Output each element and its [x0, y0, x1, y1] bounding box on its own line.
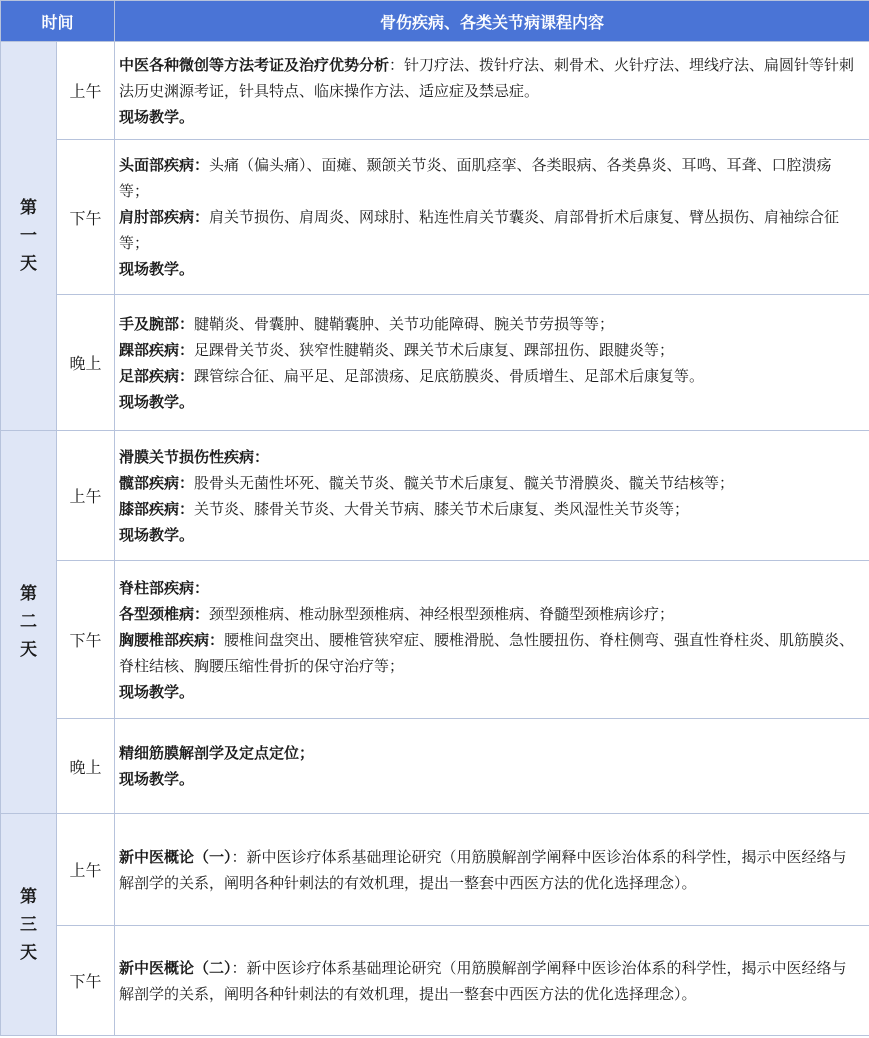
topic-detail: ：新中医诊疗体系基础理论研究（用筋膜解剖学阐释中医诊治体系的科学性，揭示中医经络与解剖学的关系，阐明各种针刺法的有效机理，提出一整套中西医方法的优化选择理念）。 [119, 847, 847, 892]
content-line [119, 389, 859, 415]
schedule-row [1, 295, 869, 431]
topic-heading: 现场教学。 [119, 770, 195, 788]
topic-heading: 现场教学。 [119, 392, 195, 411]
content-line [119, 337, 859, 363]
session-content [115, 926, 869, 1036]
topic-heading: 踝部疾病： [119, 340, 195, 359]
topic-heading: 现场教学。 [119, 107, 195, 126]
session-content [115, 295, 869, 431]
topic-heading: 现场教学。 [119, 682, 195, 701]
content-line [119, 575, 859, 601]
day-label-char: 二 [20, 612, 37, 632]
day-label-char: 第 [20, 584, 37, 604]
period-label: 上午 [57, 431, 115, 561]
session-content [115, 561, 869, 719]
session-content [115, 42, 869, 140]
day-label-cell [1, 814, 57, 1036]
period-label: 上午 [57, 42, 115, 140]
day-label-char: 一 [20, 226, 37, 246]
topic-heading: 中医各种微创等方法考证及治疗优势分析 [119, 55, 390, 74]
period-label: 下午 [57, 140, 115, 295]
content-line [119, 496, 859, 522]
session-content [115, 140, 869, 295]
topic-detail: ：针刀疗法、拨针疗法、刺骨术、火针疗法、埋线疗法、扁圆针等针刺法历史渊源考证，针具特点、临床操作方法、适应症及禁忌症。 [119, 55, 855, 100]
topic-detail: 颈型颈椎病、椎动脉型颈椎病、神经根型颈椎病、脊髓型颈椎病诊疗； [209, 604, 675, 623]
content-line [119, 679, 859, 705]
content-line [119, 955, 859, 1007]
topic-detail: 腰椎间盘突出、腰椎管狭窄症、腰椎滑脱、急性腰扭伤、脊柱侧弯、强直性脊柱炎、肌筋膜炎、脊柱结核、胸腰压缩性骨折的保守治疗等； [119, 630, 855, 675]
content-line [119, 444, 859, 470]
topic-heading: 各型颈椎病： [119, 604, 210, 623]
header-row [1, 1, 869, 42]
topic-detail: 腱鞘炎、骨囊肿、腱鞘囊肿、关节功能障碍、腕关节劳损等等； [194, 314, 615, 333]
topic-heading: 手及腕部： [119, 314, 195, 333]
topic-heading: 滑膜关节损伤性疾病： [119, 447, 270, 466]
content-line [119, 470, 859, 496]
topic-heading: 头面部疾病： [119, 156, 210, 174]
day-label-char: 天 [20, 640, 37, 660]
schedule-row [1, 814, 869, 926]
topic-heading: 现场教学。 [119, 260, 195, 278]
content-line [119, 204, 859, 256]
session-content [115, 719, 869, 814]
topic-detail: 股骨头无菌性坏死、髋关节炎、髋关节术后康复、髋关节滑膜炎、髋关节结核等； [194, 473, 735, 492]
content-line [119, 740, 859, 766]
period-label: 晚上 [57, 295, 115, 431]
day-label-cell [1, 42, 57, 431]
schedule-row [1, 140, 869, 295]
content-line [119, 844, 859, 896]
topic-heading: 胸腰椎部疾病： [119, 630, 225, 649]
topic-heading: 髋部疾病： [119, 473, 195, 492]
session-content [115, 814, 869, 926]
topic-heading: 肩肘部疾病： [119, 208, 210, 226]
content-line [119, 256, 859, 282]
topic-heading: 新中医概论（二） [119, 958, 232, 977]
topic-heading: 新中医概论（一） [119, 847, 232, 866]
day-label-cell [1, 431, 57, 814]
day-label-char: 天 [20, 942, 37, 963]
content-line [119, 52, 859, 104]
topic-heading: 脊柱部疾病： [119, 578, 210, 597]
day-label-char: 天 [20, 254, 37, 274]
content-line [119, 627, 859, 679]
content-line [119, 311, 859, 337]
period-label: 下午 [57, 926, 115, 1036]
content-line [119, 522, 859, 548]
schedule-row [1, 561, 869, 719]
day-label-char: 三 [20, 914, 37, 935]
day-label-char: 第 [20, 198, 37, 218]
content-line [119, 104, 859, 130]
topic-detail: 足踝骨关节炎、狭窄性腱鞘炎、踝关节术后康复、踝部扭伤、跟腱炎等； [194, 340, 675, 359]
topic-heading: 足部疾病： [119, 366, 195, 385]
topic-heading: 精细筋膜解剖学及定点定位； [119, 744, 315, 762]
period-label: 下午 [57, 561, 115, 719]
topic-heading: 膝部疾病： [119, 499, 195, 518]
day-label-char: 第 [20, 886, 37, 907]
session-content [115, 431, 869, 561]
period-label: 上午 [57, 814, 115, 926]
time-header: 时间 [1, 1, 115, 42]
schedule-row [1, 431, 869, 561]
content-line [119, 766, 859, 792]
topic-detail: 肩关节损伤、肩周炎、网球肘、粘连性肩关节囊炎、肩部骨折术后康复、臂丛损伤、肩袖综合征等； [119, 208, 840, 252]
schedule-row [1, 719, 869, 814]
schedule-row [1, 926, 869, 1036]
content-line [119, 601, 859, 627]
topic-heading: 现场教学。 [119, 525, 195, 544]
period-label: 晚上 [57, 719, 115, 814]
topic-detail: 关节炎、膝骨关节炎、大骨关节病、膝关节术后康复、类风湿性关节炎等； [194, 499, 690, 518]
topic-detail: ：新中医诊疗体系基础理论研究（用筋膜解剖学阐释中医诊治体系的科学性，揭示中医经络与解剖学的关系，阐明各种针刺法的有效机理，提出一整套中西医方法的优化选择理念）。 [119, 958, 847, 1003]
schedule-row [1, 42, 869, 140]
content-line [119, 363, 859, 389]
content-line [119, 152, 859, 204]
topic-detail: 头痛（偏头痛）、面瘫、颞颌关节炎、面肌痉挛、各类眼病、各类鼻炎、耳鸣、耳聋、口腔溃疡等； [119, 156, 832, 200]
topic-detail: 踝管综合征、扁平足、足部溃疡、足底筋膜炎、骨质增生、足部术后康复等。 [194, 366, 705, 385]
content-header: 骨伤疾病、各类关节病课程内容 [115, 1, 869, 42]
